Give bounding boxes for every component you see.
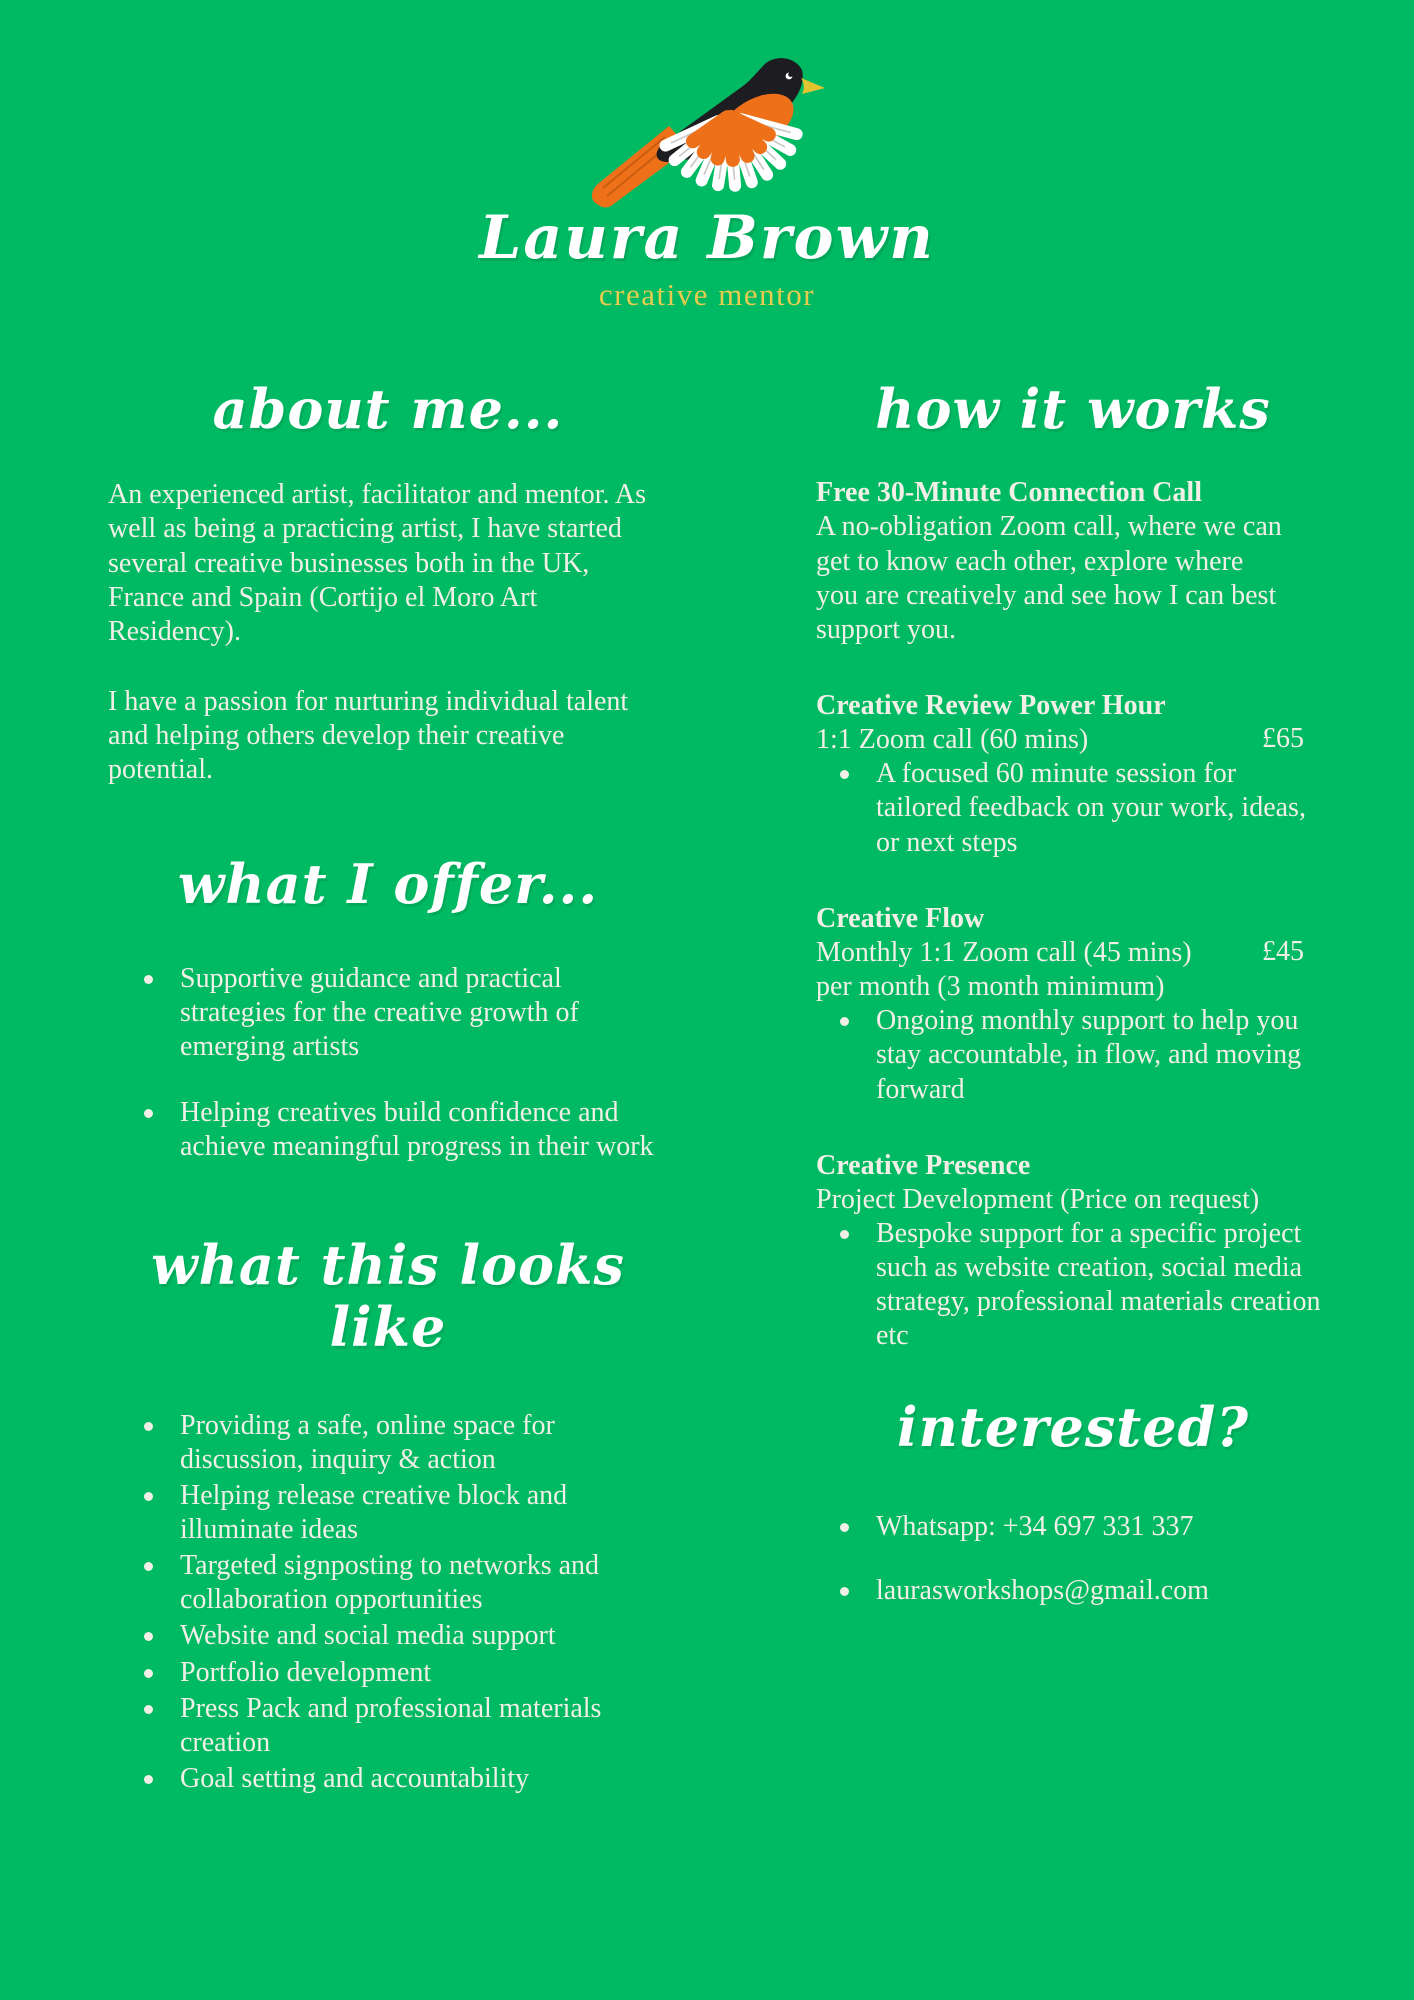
service-title: Free 30-Minute Connection Call — [816, 477, 1202, 509]
list-item: Bespoke support for a specific project such as website creation, social media strategy, professional materials creation etc — [816, 1217, 1330, 1354]
about-me-heading: about me... — [212, 377, 564, 442]
offer-list — [108, 962, 668, 1165]
bullet-icon — [840, 1017, 849, 1026]
bullet-icon — [840, 1523, 849, 1532]
service-connection-call — [816, 476, 1330, 647]
service-title: Creative Review Power Hour — [816, 689, 1166, 721]
list-item: Helping creatives build confidence and achieve meaningful progress in their work — [108, 1096, 668, 1164]
service-creative-presence — [816, 1149, 1330, 1354]
bullet-icon — [144, 1492, 153, 1501]
list-item: Supportive guidance and practical strategies for the creative growth of emerging artists — [108, 962, 668, 1064]
looks-like-list — [108, 1409, 668, 1797]
bullet-icon — [840, 770, 849, 779]
content-columns — [0, 378, 1414, 1798]
bullet-icon — [144, 975, 153, 984]
service-description: A no-obligation Zoom call, where we can get to know each other, explore where you are creatively and see how I can best support you. — [816, 511, 1282, 645]
service-title: Creative Flow — [816, 902, 985, 934]
bullet-icon — [144, 1562, 153, 1571]
bullet-icon — [144, 1422, 153, 1431]
list-item: Portfolio development — [108, 1656, 668, 1690]
list-item: Website and social media support — [108, 1619, 668, 1653]
list-item: Providing a safe, online space for discussion, inquiry & action — [108, 1409, 668, 1477]
whatsapp-contact: Whatsapp: +34 697 331 337 — [816, 1510, 1330, 1544]
header — [0, 0, 1414, 312]
service-bullet-list — [816, 757, 1330, 859]
what-i-offer-heading: what I offer... — [177, 852, 599, 917]
how-it-works-heading: how it works — [875, 377, 1271, 442]
service-description: Project Development (Price on request) — [816, 1183, 1260, 1215]
left-column — [108, 378, 668, 1798]
flying-bird-logo — [581, 52, 833, 214]
about-paragraph: An experienced artist, facilitator and mentor. As well as being a practicing artist, I have started several creative businesses both in the UK, France and Spain (Cortijo el Moro Art Residency). — [108, 479, 647, 647]
bullet-icon — [840, 1587, 849, 1596]
what-this-looks-like-heading: what this looks like — [151, 1233, 625, 1360]
service-price: £45 — [1262, 935, 1304, 967]
interested-heading: interested? — [897, 1394, 1249, 1459]
list-item: Targeted signposting to networks and collaboration opportunities — [108, 1549, 668, 1617]
list-item: Press Pack and professional materials creation — [108, 1692, 668, 1760]
right-column — [816, 378, 1330, 1798]
bullet-icon — [144, 1705, 153, 1714]
service-power-hour — [816, 689, 1330, 860]
bird-beak — [801, 78, 825, 94]
brand-tagline: creative mentor — [598, 277, 816, 312]
bullet-icon — [144, 1669, 153, 1678]
contact-list — [816, 1510, 1330, 1608]
service-description: Monthly 1:1 Zoom call (45 mins) per month (3 month minimum) — [816, 936, 1192, 1003]
service-bullet-list — [816, 1004, 1330, 1106]
list-item: A focused 60 minute session for tailored feedback on your work, ideas, or next steps — [816, 757, 1330, 859]
service-title: Creative Presence — [816, 1149, 1031, 1181]
list-item: Helping release creative block and illuminate ideas — [108, 1479, 668, 1547]
list-item: Goal setting and accountability — [108, 1762, 668, 1796]
brand-name: Laura Brown — [479, 203, 935, 273]
bullet-icon — [144, 1632, 153, 1641]
service-bullet-list — [816, 1217, 1330, 1354]
list-item: Ongoing monthly support to help you stay accountable, in flow, and moving forward — [816, 1004, 1330, 1106]
bullet-icon — [840, 1230, 849, 1239]
bullet-icon — [144, 1775, 153, 1784]
about-paragraph: I have a passion for nurturing individual talent and helping others develop their creative potential. — [108, 685, 629, 786]
service-price: £65 — [1262, 723, 1304, 755]
bullet-icon — [144, 1109, 153, 1118]
service-creative-flow — [816, 902, 1330, 1107]
service-description: 1:1 Zoom call (60 mins) — [816, 724, 1089, 756]
email-contact: laurasworkshops@gmail.com — [816, 1574, 1330, 1608]
